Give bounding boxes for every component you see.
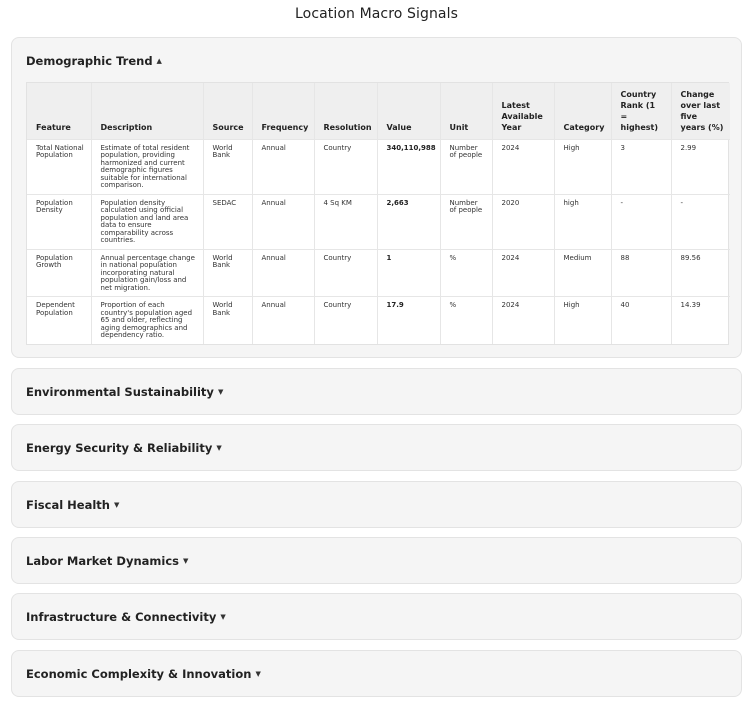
cell-rank: - (611, 194, 671, 249)
cell-frequency: Annual (252, 139, 314, 194)
column-header-resolution: Resolution (314, 83, 377, 139)
cell-description: Annual percentage change in national population incorporating natural population gain/loss and net migration. (91, 249, 203, 297)
caret-down-icon: ▼ (255, 670, 261, 678)
column-header-feature: Feature (27, 83, 91, 139)
column-header-unit: Unit (440, 83, 492, 139)
column-header-latest-year: Latest Available Year (492, 83, 554, 139)
section-title: Economic Complexity & Innovation (26, 667, 252, 681)
cell-year: 2024 (492, 249, 554, 297)
cell-category: Medium (554, 249, 611, 297)
section-environmental-sustainability (11, 368, 742, 415)
cell-change: 89.56 (671, 249, 730, 297)
cell-change: 14.39 (680, 301, 701, 309)
cell-rank: 40 (611, 297, 671, 344)
table-row (27, 297, 730, 344)
cell-year: 2024 (492, 297, 554, 344)
page-title: Location Macro Signals (295, 6, 458, 22)
cell-source: World Bank (203, 249, 252, 297)
cell-resolution: Country (314, 139, 377, 194)
table-header-row (27, 83, 730, 139)
cell-source: World Bank (203, 297, 252, 344)
cell-value: 2,663 (377, 194, 440, 249)
column-header-description: Description (91, 83, 203, 139)
cell-category: High (554, 139, 611, 194)
cell-description: Population density calculated using official population and land area data to ensure comparability across countries. (91, 194, 203, 249)
section-header-labor-market[interactable] (26, 538, 188, 584)
caret-down-icon: ▼ (113, 501, 120, 509)
column-header-value: Value (377, 83, 440, 139)
section-header-environmental-sustainability[interactable] (26, 369, 223, 415)
section-demographic-trend (11, 37, 742, 358)
cell-feature: Total National Population (27, 139, 91, 194)
demographic-table (26, 82, 729, 345)
section-title: Labor Market Dynamics (26, 554, 179, 568)
cell-frequency: Annual (252, 249, 314, 297)
cell-frequency: Annual (252, 297, 314, 344)
section-title: Demographic Trend (26, 54, 153, 68)
cell-year: 2024 (492, 139, 554, 194)
cell-unit: % (440, 249, 492, 297)
section-fiscal-health (11, 481, 742, 528)
table-row (27, 249, 730, 297)
cell-description: Estimate of total resident population, providing harmonized and current demographic figures suitable for international comparison. (91, 139, 203, 194)
caret-up-icon: ▲ (156, 57, 162, 65)
caret-down-icon: ▼ (220, 613, 226, 621)
cell-source: World Bank (203, 139, 252, 194)
cell-value: 17.9 (377, 297, 440, 344)
cell-resolution: Country (314, 297, 377, 344)
section-labor-market (11, 537, 742, 584)
cell-source: SEDAC (203, 194, 252, 249)
cell-category: High (554, 297, 611, 344)
column-header-change: Change over last five years (%) (671, 83, 730, 139)
section-header-infrastructure[interactable] (26, 594, 226, 640)
table-row (27, 194, 730, 249)
caret-down-icon: ▼ (217, 388, 224, 396)
cell-feature: Population Growth (27, 249, 91, 297)
section-header-energy-security[interactable] (26, 425, 222, 471)
cell-unit: % (440, 297, 492, 344)
section-title: Environmental Sustainability (26, 385, 214, 399)
cell-description: Proportion of each country's population aged 65 and older, reflecting aging demographics and dependency ratio. (91, 297, 203, 344)
section-header-demographic-trend[interactable] (26, 38, 162, 84)
section-title: Infrastructure & Connectivity (26, 610, 217, 624)
cell-frequency: Annual (252, 194, 314, 249)
cell-change: - (671, 194, 730, 249)
section-title: Energy Security & Reliability (26, 441, 213, 455)
section-title: Fiscal Health (26, 498, 110, 512)
section-economic-complexity (11, 650, 742, 697)
caret-down-icon: ▼ (216, 444, 222, 452)
cell-value: 1 (377, 249, 440, 297)
cell-category: high (554, 194, 611, 249)
section-header-economic-complexity[interactable] (26, 651, 261, 697)
cell-rank: 3 (611, 139, 671, 194)
cell-unit: Number of people (440, 194, 492, 249)
cell-year: 2020 (492, 194, 554, 249)
column-header-country-rank: Country Rank (1 = highest) (611, 83, 671, 139)
column-header-frequency: Frequency (252, 83, 314, 139)
section-infrastructure (11, 593, 742, 640)
section-header-fiscal-health[interactable] (26, 482, 119, 528)
cell-change: 2.99 (671, 139, 730, 194)
column-header-source: Source (203, 83, 252, 139)
cell-resolution: Country (314, 249, 377, 297)
cell-resolution: 4 Sq KM (314, 194, 377, 249)
caret-down-icon: ▼ (183, 557, 189, 565)
cell-feature: Population Density (27, 194, 91, 249)
cell-unit: Number of people (440, 139, 492, 194)
cell-value: 340,110,988 (377, 139, 440, 194)
cell-rank: 88 (611, 249, 671, 297)
table-row (27, 139, 730, 194)
cell-feature: Dependent Population (27, 297, 91, 344)
column-header-category: Category (554, 83, 611, 139)
section-energy-security (11, 424, 742, 471)
